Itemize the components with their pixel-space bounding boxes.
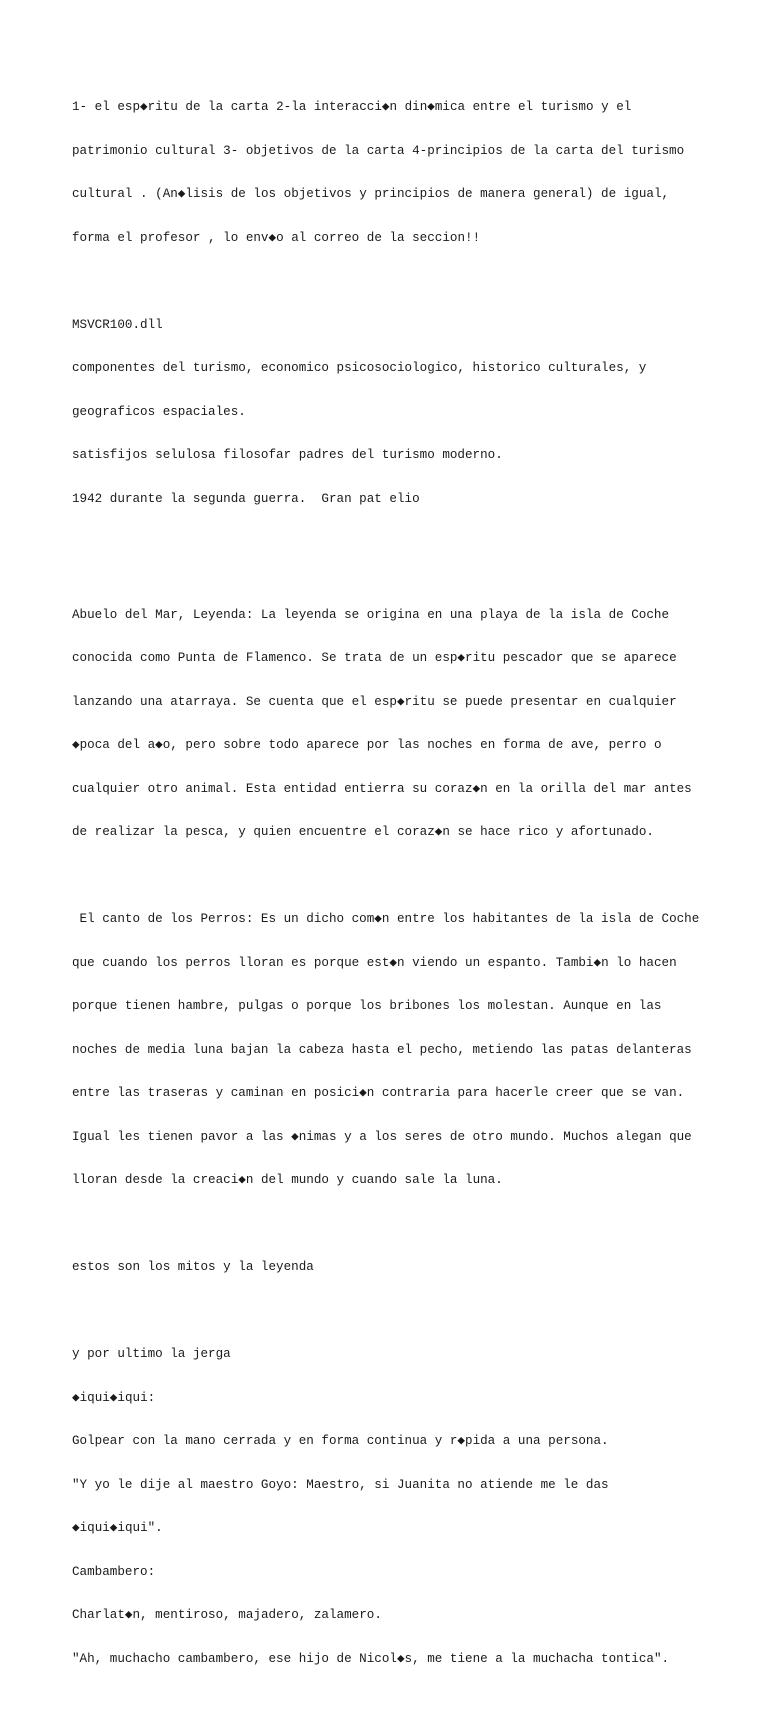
text-line: de realizar la pesca, y quien encuentre el coraz◆n se hace rico y afortunado. [72,825,654,839]
text-line: Golpear con la mano cerrada y en forma continua y r◆pida a una persona. [72,1434,609,1448]
text-line: Charlat◆n, mentiroso, majadero, zalamero. [72,1608,382,1622]
text-line: Cambambero: [72,1564,156,1579]
paragraph-abuelo-del-mar [72,579,752,869]
text-line: estos son los mitos y la leyenda [72,1260,314,1274]
text-line: entre las traseras y caminan en posici◆n contraria para hacerle creer que se van. [72,1086,685,1100]
paragraph-carta-turismo [72,71,752,274]
paragraph-canto-perros [72,883,752,1217]
text-line: lanzando una atarraya. Se cuenta que el esp◆ritu se puede presentar en cualquier [72,694,677,709]
spacer [72,550,752,579]
text-line: 1- el esp◆ritu de la carta 2-la interacci◆n din◆mica entre el turismo y el [72,100,632,114]
document-body [72,71,752,1710]
text-line: ◆iqui◆iqui". [72,1521,163,1535]
text-line: forma el profesor , lo env◆o al correo de la seccion!! [72,230,481,245]
text-line: que cuando los perros lloran es porque est◆n viendo un espanto. Tambi◆n lo hacen [72,955,677,970]
paragraph-notes [72,289,752,536]
paragraph-jerga [72,1318,752,1695]
text-line: cultural . (An◆lisis de los objetivos y principios de manera general) de igual, [72,187,670,201]
text-line: MSVCR100.dll [72,317,163,332]
paragraph-mitos [72,1231,752,1304]
text-line: porque tienen hambre, pulgas o porque los bribones los molestan. Aunque en las [72,999,662,1013]
text-line: patrimonio cultural 3- objetivos de la carta 4-principios de la carta del turismo [72,143,685,158]
text-line: geograficos espaciales. [72,404,246,419]
text-line: ◆poca del a◆o, pero sobre todo aparece por las noches en forma de ave, perro o [72,738,662,752]
text-line: 1942 durante la segunda guerra. Gran pat elio [72,491,420,506]
text-line: Abuelo del Mar, Leyenda: La leyenda se origina en una playa de la isla de Coche [72,607,670,622]
text-line: "Ah, muchacho cambambero, ese hijo de Nicol◆s, me tiene a la muchacha tontica". [72,1651,670,1666]
text-line: cualquier otro animal. Esta entidad entierra su coraz◆n en la orilla del mar antes [72,781,692,796]
text-line: "Y yo le dije al maestro Goyo: Maestro, si Juanita no atiende me le das [72,1477,609,1492]
text-line: conocida como Punta de Flamenco. Se trata de un esp◆ritu pescador que se aparece [72,651,677,665]
text-line: El canto de los Perros: Es un dicho com◆n entre los habitantes de la isla de Coche [72,912,700,926]
text-line: satisfijos selulosa filosofar padres del turismo moderno. [72,448,503,462]
text-line: ◆iqui◆iqui: [72,1390,156,1405]
text-line: componentes del turismo, economico psicosociologico, historico culturales, y [72,361,647,375]
text-line: y por ultimo la jerga [72,1347,231,1361]
text-line: lloran desde la creaci◆n del mundo y cuando sale la luna. [72,1173,503,1187]
text-line: noches de media luna bajan la cabeza hasta el pecho, metiendo las patas delanteras [72,1042,692,1057]
text-line: Igual les tienen pavor a las ◆nimas y a los seres de otro mundo. Muchos alegan que [72,1129,692,1144]
